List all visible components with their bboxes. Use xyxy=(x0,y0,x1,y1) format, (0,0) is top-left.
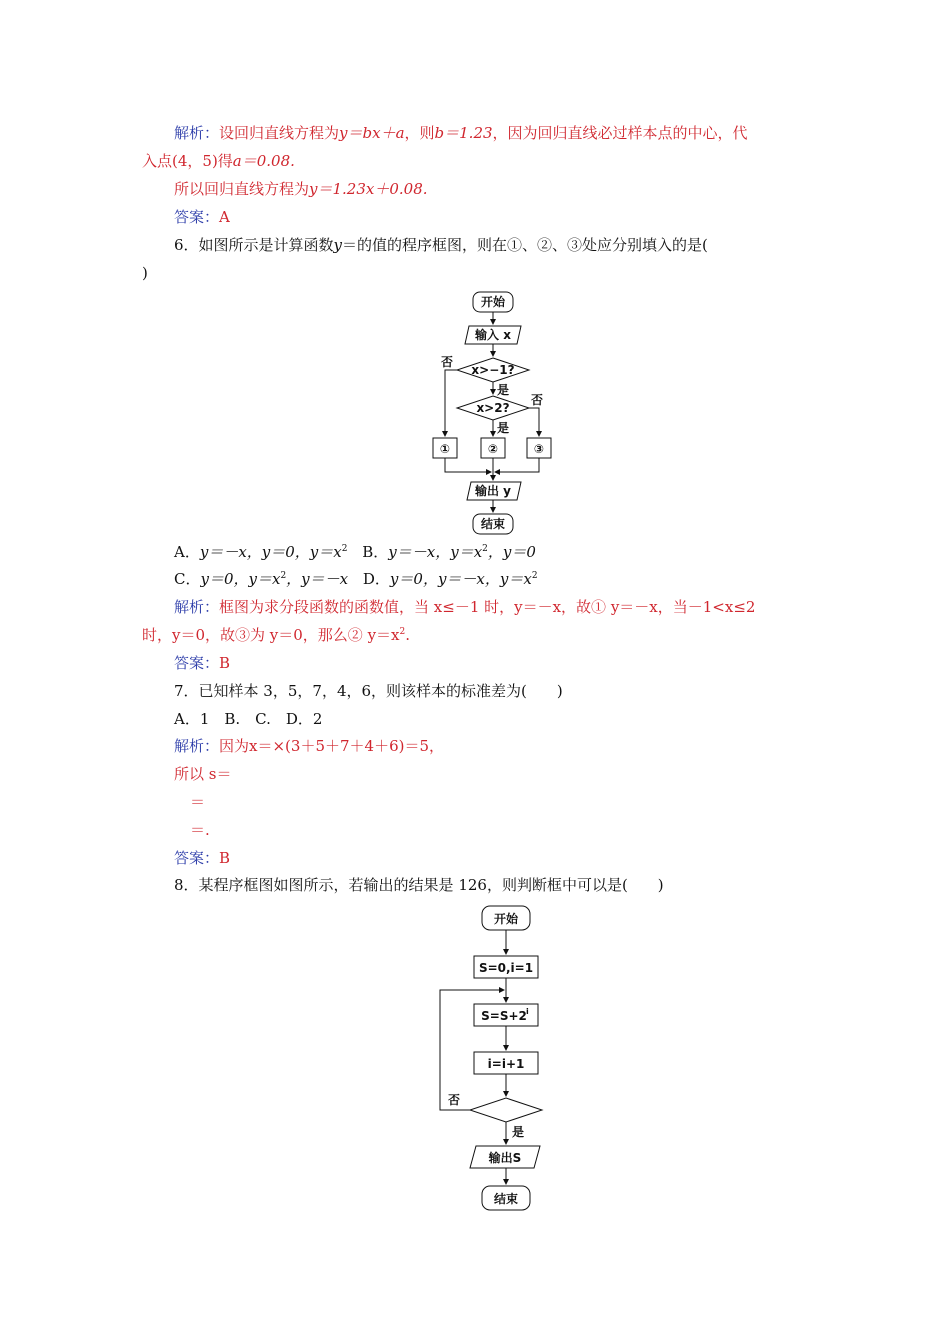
box2-label: ② xyxy=(487,442,499,456)
output-label: 输出S xyxy=(488,1151,522,1165)
answer5 xyxy=(174,206,230,228)
equation: y＝bx＋a xyxy=(339,124,405,142)
option-c-text-2: ，y＝－x xyxy=(286,570,349,588)
equation: a＝0.08. xyxy=(232,152,295,170)
yes-label: 是 xyxy=(496,383,510,397)
superscript: 2 xyxy=(482,544,488,554)
no-label: 否 xyxy=(440,355,454,369)
analysis-label: 解析： xyxy=(174,737,220,755)
q7-options: A．1 B. C. D．2 xyxy=(174,710,323,728)
equation: b＝1.23 xyxy=(434,124,493,142)
question-text: ＝的值的程序框图，则在①、②、③处应分别填入的是( xyxy=(342,236,708,254)
q6-flowchart xyxy=(425,286,565,538)
start-label: 开始 xyxy=(493,912,519,926)
answer-value: B xyxy=(219,849,231,867)
analysis-label: 解析： xyxy=(174,124,220,142)
option-a-text: y＝－x，y＝0，y＝x xyxy=(199,543,342,561)
answer-value: B xyxy=(219,654,231,672)
question-text: 6．如图所示是计算函数 xyxy=(174,236,334,254)
q7-analysis-line4: ＝. xyxy=(190,821,210,839)
q7-analysis-line1 xyxy=(174,735,444,757)
q6-stem-end: ) xyxy=(142,264,148,282)
q6-options-ab xyxy=(174,541,536,563)
answer-value: A xyxy=(219,208,230,226)
cond1-label: x>−1? xyxy=(471,363,515,377)
q7-stem: 7．已知样本 3，5，7，4，6，则该样本的标准差为( ) xyxy=(174,682,563,700)
analysis-text: 所以回归直线方程为 xyxy=(174,180,310,198)
update-s-label: S=S+2 xyxy=(481,1009,527,1023)
analysis-text: 入点(4，5)得 xyxy=(142,152,233,170)
q6-analysis-line1 xyxy=(174,596,755,618)
analysis-text: 设回归直线方程为 xyxy=(219,124,340,142)
q6-analysis-line2 xyxy=(142,624,410,646)
superscript: 2 xyxy=(399,627,406,637)
variable: y xyxy=(333,236,343,254)
option-c-label: C． xyxy=(174,570,201,588)
option-c-text: y＝0，y＝x xyxy=(200,570,281,588)
end-label: 结束 xyxy=(480,517,506,531)
option-d-text: y＝0，y＝－x，y＝x xyxy=(389,570,532,588)
answer6 xyxy=(174,652,230,674)
analysis5-line2 xyxy=(142,150,295,172)
answer7 xyxy=(174,847,230,869)
superscript: 2 xyxy=(531,571,538,581)
box1-label: ① xyxy=(439,442,451,456)
input-label: 输入 x xyxy=(475,328,511,342)
analysis-text: 时，y＝0，故③为 y＝0，那么② y＝x xyxy=(142,626,400,644)
analysis-label: 解析： xyxy=(174,598,220,616)
option-b-text-2: ，y＝0 xyxy=(487,543,536,561)
analysis5-line3 xyxy=(174,178,428,200)
init-label: S=0,i=1 xyxy=(478,961,534,975)
option-d-label: D． xyxy=(362,570,390,588)
superscript: 2 xyxy=(280,571,287,581)
analysis-text: 框图为求分段函数的函数值，当 x≤－1 时，y＝－x，故① y＝－x，当－1<x≤2 xyxy=(219,598,756,616)
analysis-text: 因为x＝×(3＋5＋7＋4＋6)＝5， xyxy=(219,737,445,755)
q8-flowchart xyxy=(432,900,552,1220)
cond2-label: x>2? xyxy=(476,401,510,415)
yes-label-2: 是 xyxy=(496,421,510,435)
q8-stem: 8．某程序框图如图所示，若输出的结果是 126，则判断框中可以是( ) xyxy=(174,876,664,894)
analysis-text: . xyxy=(405,626,411,644)
equation: y＝1.23x＋0.08. xyxy=(309,180,428,198)
end-label: 结束 xyxy=(493,1192,519,1206)
q6-stem xyxy=(174,234,708,256)
no-label-2: 否 xyxy=(530,393,544,407)
decision xyxy=(470,1098,542,1122)
analysis-text: ，则 xyxy=(404,124,435,142)
box3-label: ③ xyxy=(533,442,545,456)
option-b-text: y＝－x，y＝x xyxy=(388,543,483,561)
option-a-label: A． xyxy=(174,543,200,561)
answer-label: 答案： xyxy=(174,654,220,672)
superscript: 2 xyxy=(341,544,348,554)
start-label: 开始 xyxy=(480,295,506,309)
q7-analysis-line3: ＝ xyxy=(190,793,206,811)
answer-label: 答案： xyxy=(174,849,220,867)
update-s-exp: i xyxy=(526,1007,529,1016)
answer-label: 答案： xyxy=(174,208,220,226)
option-b-label: B． xyxy=(362,543,389,561)
yes-label: 是 xyxy=(511,1125,525,1139)
output-label: 输出 y xyxy=(474,484,512,498)
no-label: 否 xyxy=(447,1093,461,1107)
q7-analysis-line2: 所以 s＝ xyxy=(174,765,232,783)
analysis-text: ，因为回归直线必过样本点的中心，代 xyxy=(492,124,748,142)
q6-options-cd xyxy=(174,568,538,590)
analysis5-line1 xyxy=(174,122,748,144)
update-i-label: i=i+1 xyxy=(487,1057,525,1071)
